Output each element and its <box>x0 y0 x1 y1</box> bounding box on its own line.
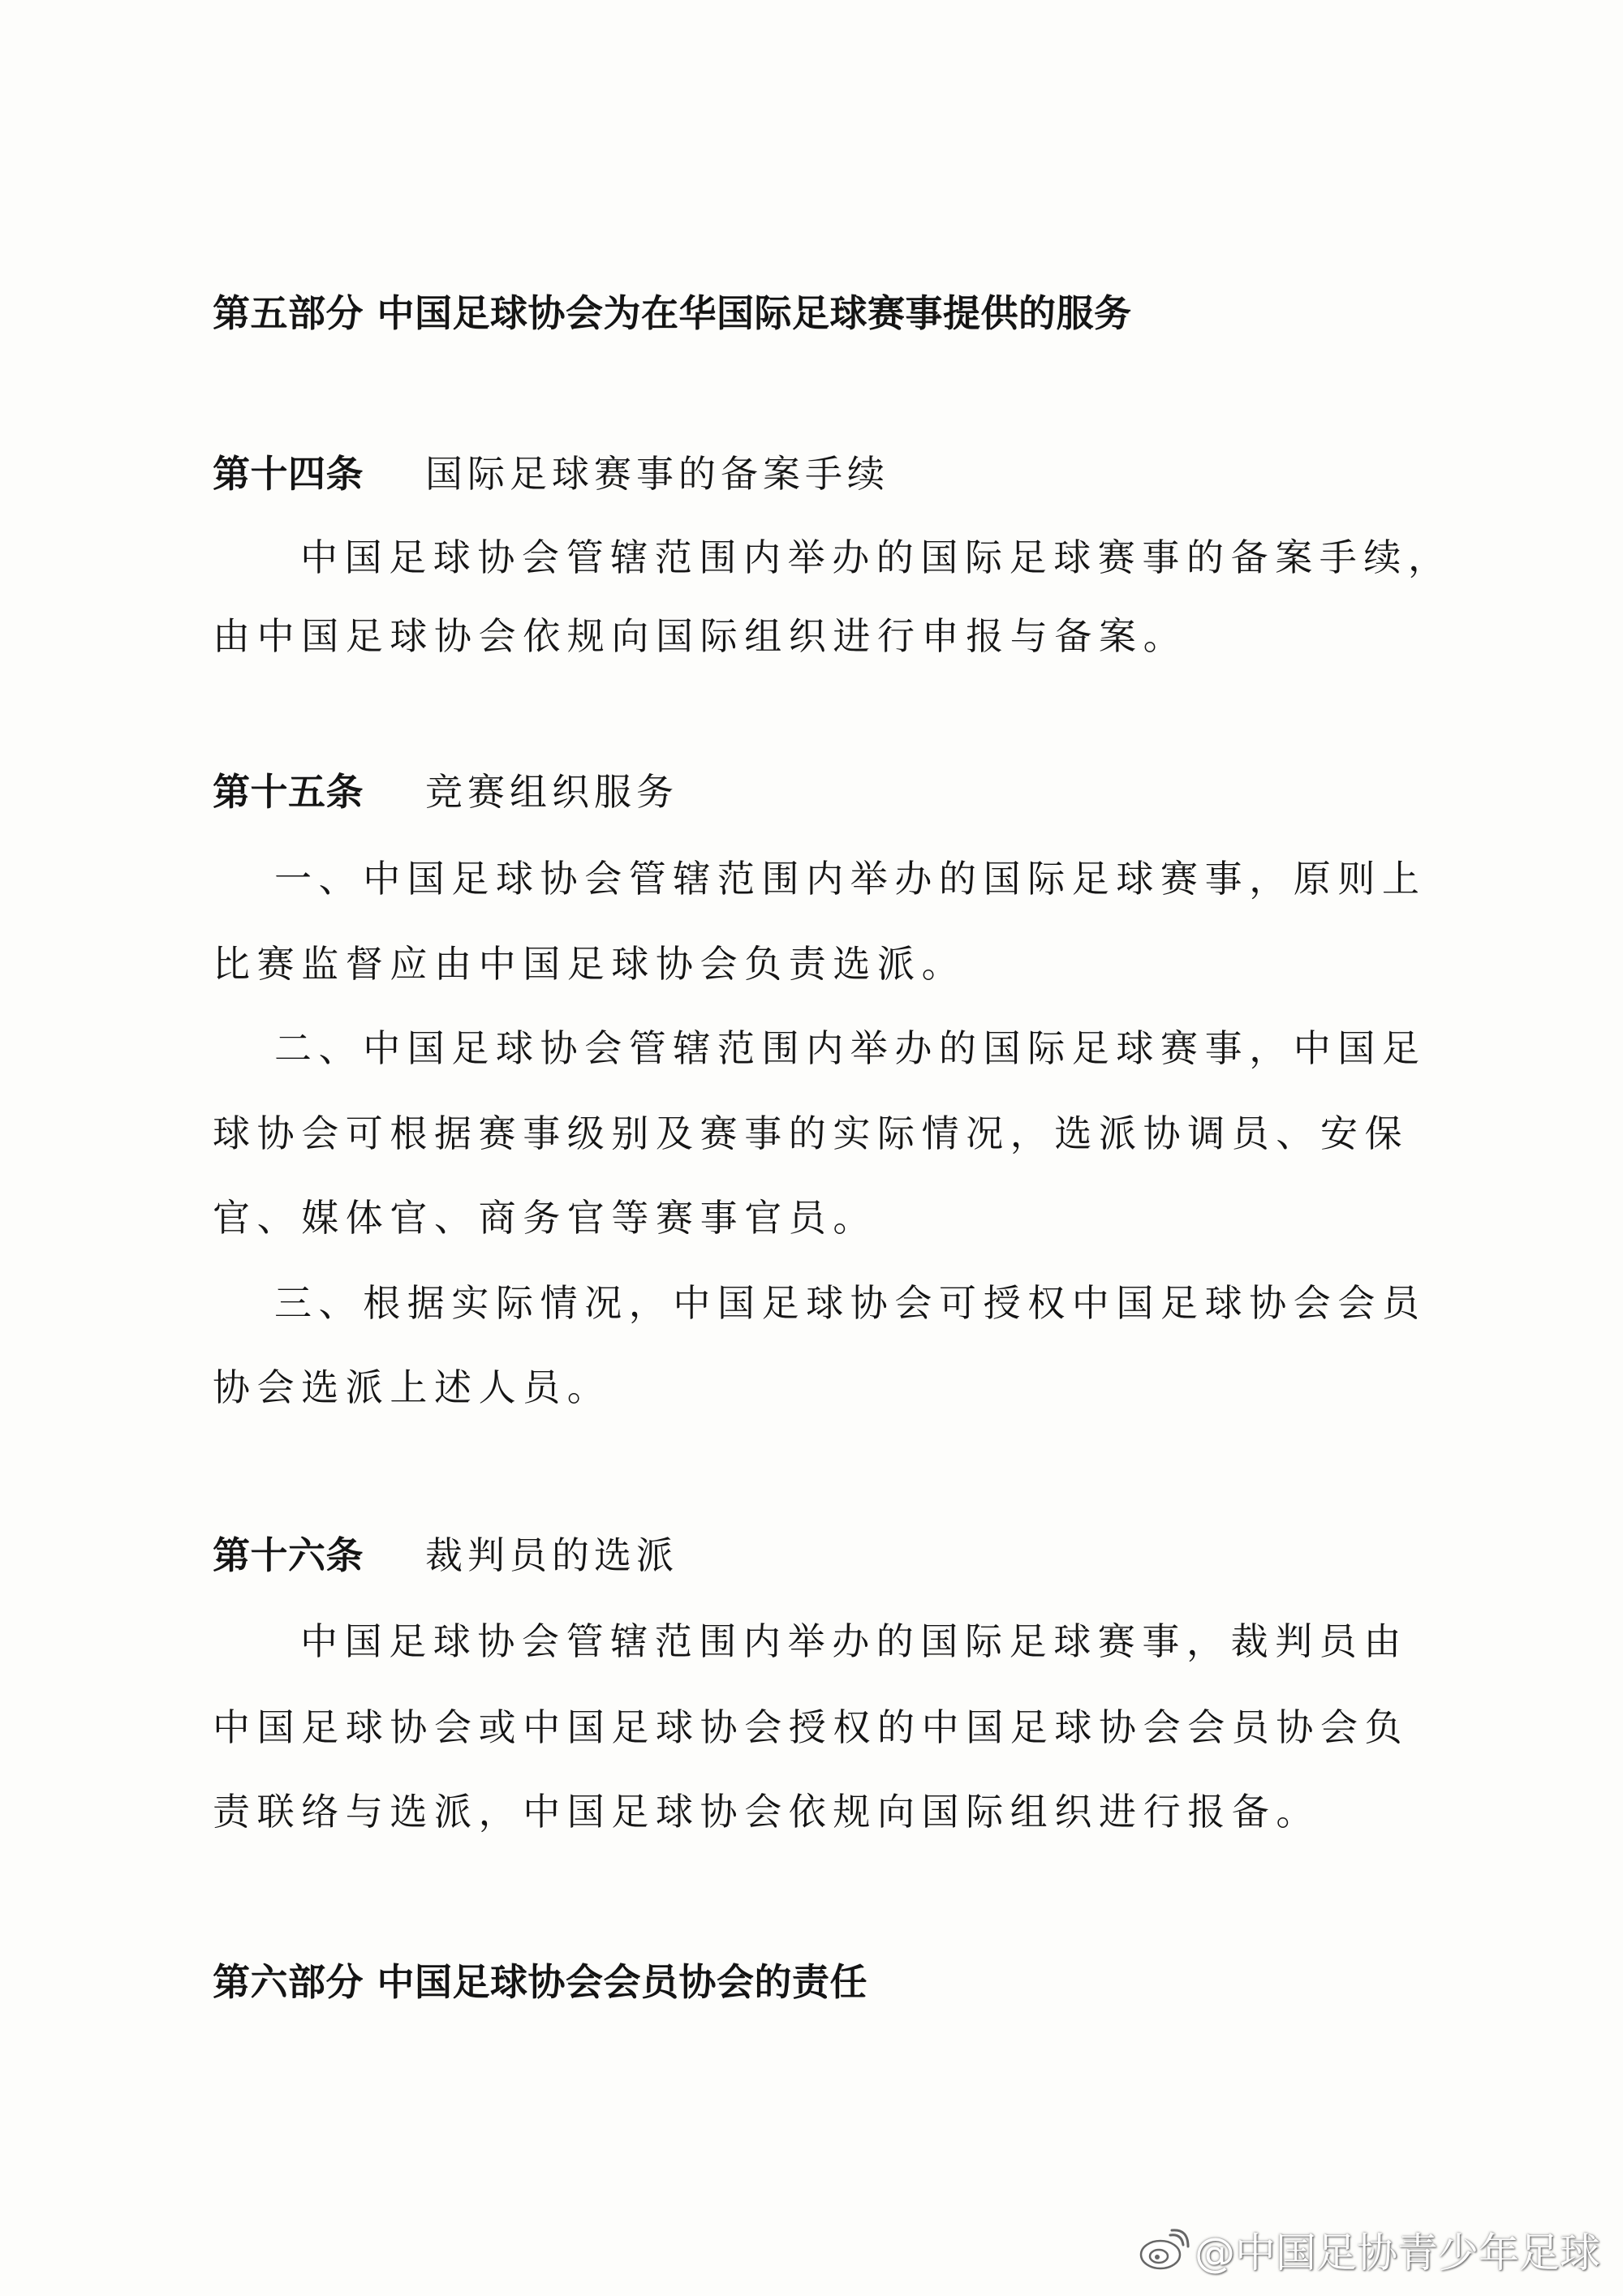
article15-line-3: 二、中国足球协会管辖范围内举办的国际足球赛事，中国足 <box>274 1026 1427 1070</box>
article14-line-1: 中国足球协会管辖范围内举办的国际足球赛事的备案手续， <box>300 535 1453 579</box>
article15-line-5: 官、媒体官、商务官等赛事官员。 <box>213 1196 877 1240</box>
article16-line-1: 中国足球协会管辖范围内举办的国际足球赛事，裁判员由 <box>300 1619 1408 1663</box>
article15-line-6: 三、根据实际情况，中国足球协会可授权中国足球协会会员 <box>274 1281 1427 1325</box>
weibo-icon <box>1138 2227 1190 2272</box>
article15-line-1: 一、中国足球协会管辖范围内举办的国际足球赛事，原则上 <box>274 857 1427 901</box>
part6-heading: 第六部分 中国足球协会会员协会的责任 <box>213 1960 868 2004</box>
article15-line-7: 协会选派上述人员。 <box>213 1365 612 1409</box>
article15-heading <box>213 767 678 816</box>
article16-number: 第十六条 <box>213 1533 364 1577</box>
article14-title: 国际足球赛事的备案手续 <box>425 452 889 496</box>
article16-title: 裁判员的选派 <box>425 1533 678 1577</box>
article15-line-4: 球协会可根据赛事级别及赛事的实际情况，选派协调员、安保 <box>213 1111 1410 1155</box>
article14-heading <box>213 449 889 498</box>
weibo-watermark <box>1138 2221 1600 2278</box>
article16-line-2: 中国足球协会或中国足球协会授权的中国足球协会会员协会负 <box>213 1705 1410 1749</box>
watermark-text: @中国足协青少年足球 <box>1195 2229 1600 2277</box>
article14-number: 第十四条 <box>213 452 364 496</box>
article15-line-2: 比赛监督应由中国足球协会负责选派。 <box>213 942 966 986</box>
part5-heading: 第五部分 中国足球协会为在华国际足球赛事提供的服务 <box>213 291 1132 335</box>
article15-title: 竞赛组织服务 <box>425 770 678 814</box>
article16-heading <box>213 1531 678 1580</box>
article15-number: 第十五条 <box>213 770 364 814</box>
article14-line-2: 由中国足球协会依规向国际组织进行申报与备案。 <box>213 614 1188 658</box>
article16-line-3: 责联络与选派，中国足球协会依规向国际组织进行报备。 <box>213 1790 1320 1834</box>
